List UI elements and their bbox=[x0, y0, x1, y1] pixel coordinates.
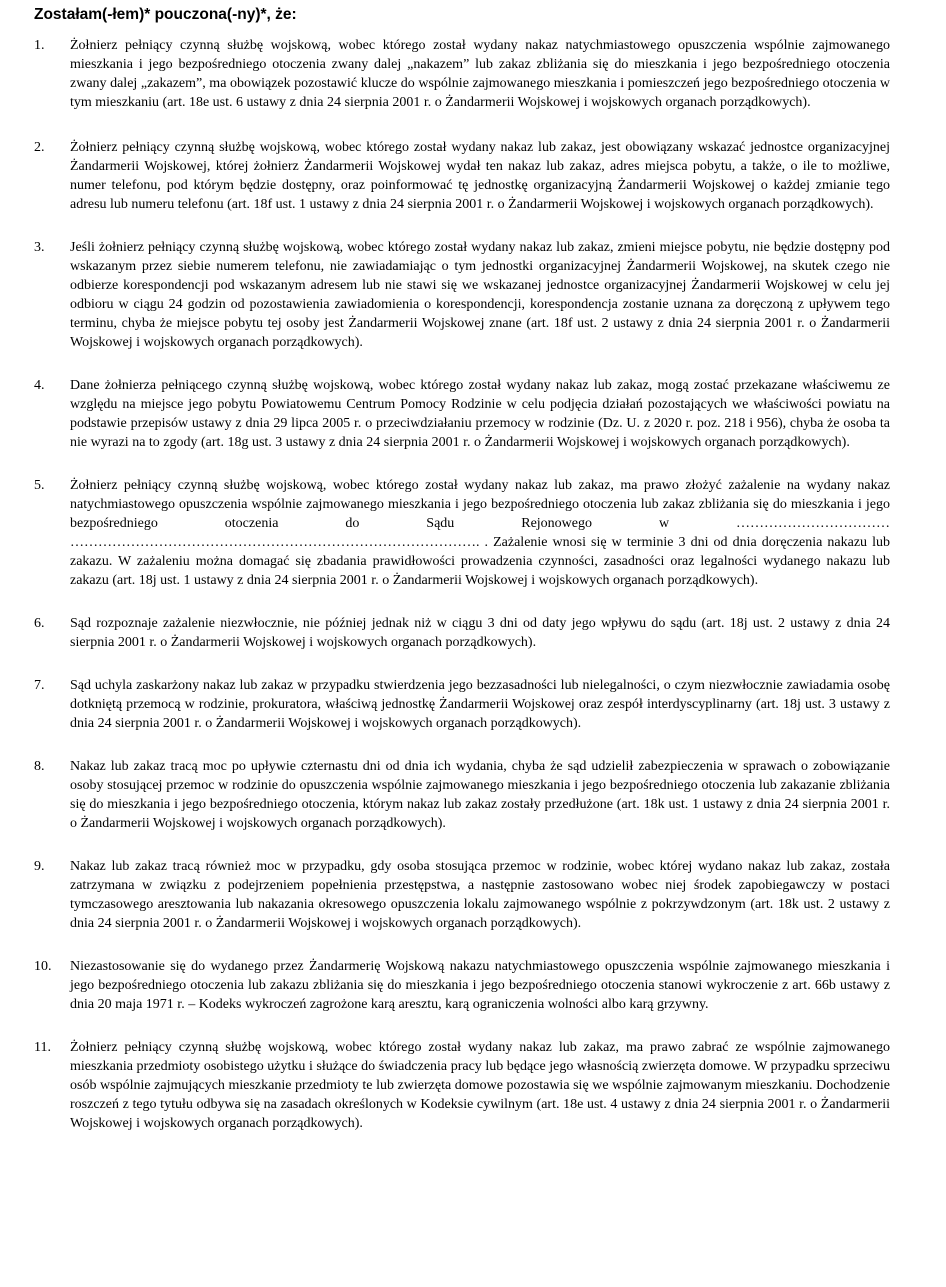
item-text: Nakaz lub zakaz tracą moc po upływie czternastu dni od dnia ich wydania, chyba że sąd udzielił zabezpieczenia w sprawach o zobowiązanie osoby stosującej przemoc w rodzinie do opuszczenia wspólnie zajmowanego mieszkania i jego bezpośredniego otoczenia lub zakazanie zbliżania się do mieszkania i jego bezpośredniego otoczenia, którym nakaz lub zakaz zostały przedłużone (art. 18k ust. 1 ustawy z dnia 24 sierpnia 2001 r. o Żandarmerii Wojskowej i wojskowych organach porządkowych). bbox=[70, 759, 890, 831]
item-number: 11. bbox=[34, 1040, 51, 1055]
item-number: 3. bbox=[34, 240, 45, 255]
item-text: Dane żołnierza pełniącego czynną służbę wojskową, wobec którego został wydany nakaz lub zakaz, mogą zostać przekazane właściwemu ze względu na miejsce jego pobytu Powiatowemu Centrum Pomocy Rodzinie w celu podjęcia działań pozostających we właściwości powiatu na podstawie przepisów ustawy z dnia 29 lipca 2005 r. o przeciwdziałaniu przemocy w rodzinie (Dz. U. z 2020 r. poz. 218 i 956), chyba że osoba ta nie wyrazi na to zgody (art. 18g ust. 3 ustawy z dnia 24 sierpnia 2001 r. o Żandarmerii Wojskowej i wojskowych organach porządkowych). bbox=[70, 378, 890, 450]
item-number: 2. bbox=[34, 140, 45, 155]
list-item bbox=[34, 676, 890, 733]
item-number: 5. bbox=[34, 478, 45, 493]
item-number: 10. bbox=[34, 959, 52, 974]
item-text: Sąd rozpoznaje zażalenie niezwłocznie, nie później jednak niż w ciągu 3 dni od daty jego wpływu do sądu (art. 18j ust. 2 ustawy z dnia 24 sierpnia 2001 r. o Żandarmerii Wojskowej i wojskowych organach porządkowych). bbox=[70, 616, 890, 650]
list-item bbox=[34, 957, 890, 1014]
list-item bbox=[34, 757, 890, 833]
item-text: Żołnierz pełniący czynną służbę wojskową, wobec którego został wydany nakaz natychmiastowego opuszczenia wspólnie zajmowanego mieszkania i jego bezpośredniego otoczenia zwany dalej „nakazem” lub zakaz zbliżania się do mieszkania i jego bezpośredniego otoczenia zwany dalej „zakazem”, ma obowiązek pozostawić klucze do wspólnie zajmowanego mieszkania i pomieszczeń jego bezpośredniego otoczenia w tym mieszkaniu (art. 18e ust. 6 ustawy z dnia 24 sierpnia 2001 r. o Żandarmerii Wojskowej i wojskowych organach porządkowych). bbox=[70, 38, 890, 110]
item-number: 9. bbox=[34, 859, 45, 874]
item-text: Żołnierz pełniący czynną służbę wojskową, wobec którego został wydany nakaz lub zakaz, ma prawo złożyć zażalenie na wydany nakaz natychmiastowego opuszczenia wspólnie zajmowanego mieszkania i jego bezpośredniego otoczenia lub zakaz zbliżania się do mieszkania i jego bezpośredniego otoczenia do Sądu Rejonowego w …………………………… ……………………………………………………………………………. . Zażalenie wnosi się w terminie 3 dni od dnia doręczenia nakazu lub zakazu. W zażaleniu można domagać się zbadania prawidłowości prowadzenia czynności, zasadności oraz legalności wydanego nakazu lub zakazu (art. 18j ust. 1 ustawy z dnia 24 sierpnia 2001 r. o Żandarmerii Wojskowej i wojskowych organach porządkowych). bbox=[70, 478, 890, 588]
list-item bbox=[34, 376, 890, 452]
list-item bbox=[34, 857, 890, 933]
instruction-list bbox=[34, 36, 890, 1133]
item-text: Jeśli żołnierz pełniący czynną służbę wojskową, wobec którego został wydany nakaz lub zakaz, zmieni miejsce pobytu, nie będzie dostępny pod wskazanym przez siebie numerem telefonu, nie zawiadamiając o tym jednostki organizacyjnej Żandarmerii Wojskowej, na skutek czego nie odbierze korespondencji pod wskazanym adresem lub nie stawi się we wskazanej jednostce organizacyjnej Żandarmerii Wojskowej w celu jej odbioru w ciągu 24 godzin od pozostawienia zawiadomienia o korespondencji, korespondencja zostanie uznana za doręczoną z upływem tego terminu, chyba że miejsce pobytu tej osoby jest Żandarmerii Wojskowej znane (art. 18f ust. 2 ustawy z dnia 24 sierpnia 2001 r. o Żandarmerii Wojskowej i wojskowych organach porządkowych). bbox=[70, 240, 890, 350]
list-item bbox=[34, 238, 890, 352]
item-text: Żołnierz pełniący czynną służbę wojskową, wobec którego został wydany nakaz lub zakaz, ma prawo zabrać ze wspólnie zajmowanego mieszkania przedmioty osobistego użytku i służące do świadczenia pracy lub będące jego własnością zwierzęta domowe. W przypadku sprzeciwu osób wspólnie zajmujących mieszkanie przedmioty te lub zwierzęta domowe pozostawia się we wspólnie zajmowanym mieszkaniu. Dochodzenie roszczeń z tego tytułu odbywa się na zasadach określonych w Kodeksie cywilnym (art. 18e ust. 4 ustawy z dnia 24 sierpnia 2001 r. o Żandarmerii Wojskowej i wojskowych organach porządkowych). bbox=[70, 1040, 890, 1131]
item-number: 7. bbox=[34, 678, 45, 693]
item-text: Nakaz lub zakaz tracą również moc w przypadku, gdy osoba stosująca przemoc w rodzinie, wobec której wydano nakaz lub zakaz, została zatrzymana w związku z podejrzeniem popełnienia przestępstwa, a następnie zastosowano wobec niej środek zapobiegawczy w postaci tymczasowego aresztowania lub nakazania okresowego opuszczenia lokalu zajmowanego wspólnie z pokrzywdzonym (art. 18k ust. 2 ustawy z dnia 24 sierpnia 2001 r. o Żandarmerii Wojskowej i wojskowych organach porządkowych). bbox=[70, 859, 890, 931]
item-text: Żołnierz pełniący czynną służbę wojskową, wobec którego został wydany nakaz lub zakaz, jest obowiązany wskazać jednostce organizacyjnej Żandarmerii Wojskowej, której żołnierz Żandarmerii Wojskowej wydał ten nakaz lub zakaz, adres miejsca pobytu, a także, o ile to możliwe, numer telefonu, pod którym będzie dostępny, oraz poinformować tę jednostkę organizacyjną Żandarmerii Wojskowej o każdej zmianie tego adresu lub numeru telefonu (art. 18f ust. 1 ustawy z dnia 24 sierpnia 2001 r. o Żandarmerii Wojskowej i wojskowych organach porządkowych). bbox=[70, 140, 890, 212]
item-text: Sąd uchyla zaskarżony nakaz lub zakaz w przypadku stwierdzenia jego bezzasadności lub nielegalności, o czym niezwłocznie zawiadamia osobę dotkniętą przemocą w rodzinie, prokuratora, właściwą jednostkę Żandarmerii Wojskowej oraz zespół interdyscyplinarny (art. 18j ust. 3 ustawy z dnia 24 sierpnia 2001 r. o Żandarmerii Wojskowej i wojskowych organach porządkowych). bbox=[70, 678, 890, 731]
item-number: 4. bbox=[34, 378, 45, 393]
list-item bbox=[34, 36, 890, 112]
item-number: 8. bbox=[34, 759, 45, 774]
list-item bbox=[34, 476, 890, 590]
list-item bbox=[34, 138, 890, 214]
item-text: Niezastosowanie się do wydanego przez Żandarmerię Wojskową nakazu natychmiastowego opuszczenia wspólnie zajmowanego mieszkania i jego bezpośredniego otoczenia lub zakazu zbliżania się do mieszkania i jego bezpośredniego otoczenia stanowi wykroczenie z art. 66b ustawy z dnia 20 maja 1971 r. – Kodeks wykroczeń zagrożone karą aresztu, karą ograniczenia wolności albo karą grzywny. bbox=[70, 959, 890, 1012]
list-item bbox=[34, 1038, 890, 1133]
item-number: 6. bbox=[34, 616, 45, 631]
list-item bbox=[34, 614, 890, 652]
document-title: Zostałam(-łem)* pouczona(-ny)*, że: bbox=[34, 6, 297, 23]
item-number: 1. bbox=[34, 38, 45, 53]
